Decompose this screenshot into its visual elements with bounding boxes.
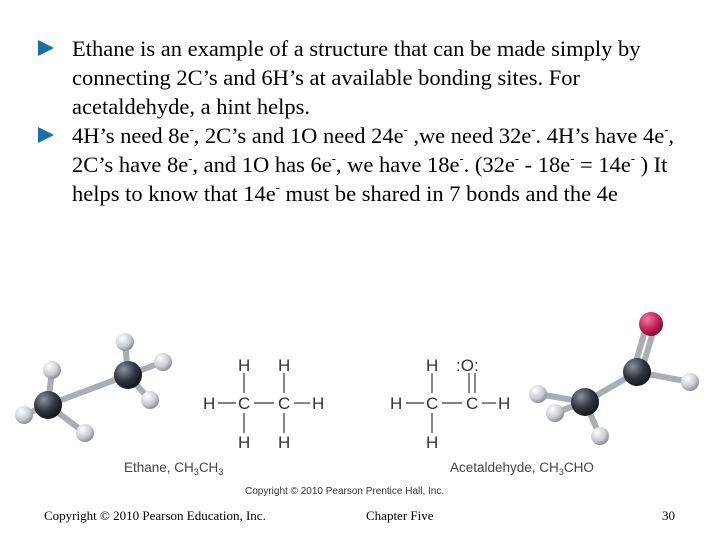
footer-chapter: Chapter Five: [366, 508, 434, 523]
bullet-text: Ethane is an example of a structure that can be made simply by connecting 2C’s and 6H’s at available bonding sites. For acetaldehyde, a hint helps.: [72, 36, 641, 119]
ethane-lewis-structure: [203, 356, 324, 452]
atom-h: H: [312, 394, 325, 413]
atom-c: C: [278, 394, 291, 413]
bullet-arrow-icon: [38, 127, 54, 143]
atom-c: C: [238, 394, 251, 413]
atom-h: H: [426, 356, 439, 375]
acetaldehyde-ball-stick-model: [529, 312, 699, 445]
atom-h: H: [238, 433, 251, 452]
atom-h: H: [426, 433, 439, 452]
atom-h: H: [278, 433, 291, 452]
ethane-ball-stick-model: [15, 333, 172, 442]
page-number: 30: [662, 508, 675, 523]
acetaldehyde-caption: Acetaldehyde, $CH_3CHO$: [450, 460, 594, 477]
atom-h: H: [278, 356, 291, 375]
electron-text: 4H’s need 8e-, 2C’s and 1O need 24e- ,we need 32e-. 4H’s have 4e-, 2C’s have 8e-, and 1O has 6e-, we have 18e-. (32e- - 18e- = 14e- ) It helps to know that 14e- must be shared in 7 bonds and the 4e: [72, 122, 674, 206]
footer-copyright: Copyright © 2010 Pearson Education, Inc.: [44, 508, 266, 523]
bullet-electron-count: [38, 121, 688, 208]
atom-h: H: [203, 394, 216, 413]
atom-h: H: [498, 394, 511, 413]
atom-o: :O:: [456, 356, 479, 375]
atom-h: H: [390, 394, 403, 413]
atom-c: C: [466, 394, 479, 413]
atom-c: C: [426, 394, 439, 413]
bullet-list: [38, 34, 688, 208]
bullet-arrow-icon: [38, 40, 54, 56]
figure-copyright: Copyright © 2010 Pearson Prentice Hall, Inc.: [245, 486, 445, 497]
atom-h: H: [238, 356, 251, 375]
ethane-caption: Ethane, $CH_3CH_3$: [124, 460, 224, 477]
acetaldehyde-lewis-structure: [390, 356, 510, 452]
bullet-ethane: [38, 34, 688, 121]
molecule-figure: [0, 300, 720, 505]
